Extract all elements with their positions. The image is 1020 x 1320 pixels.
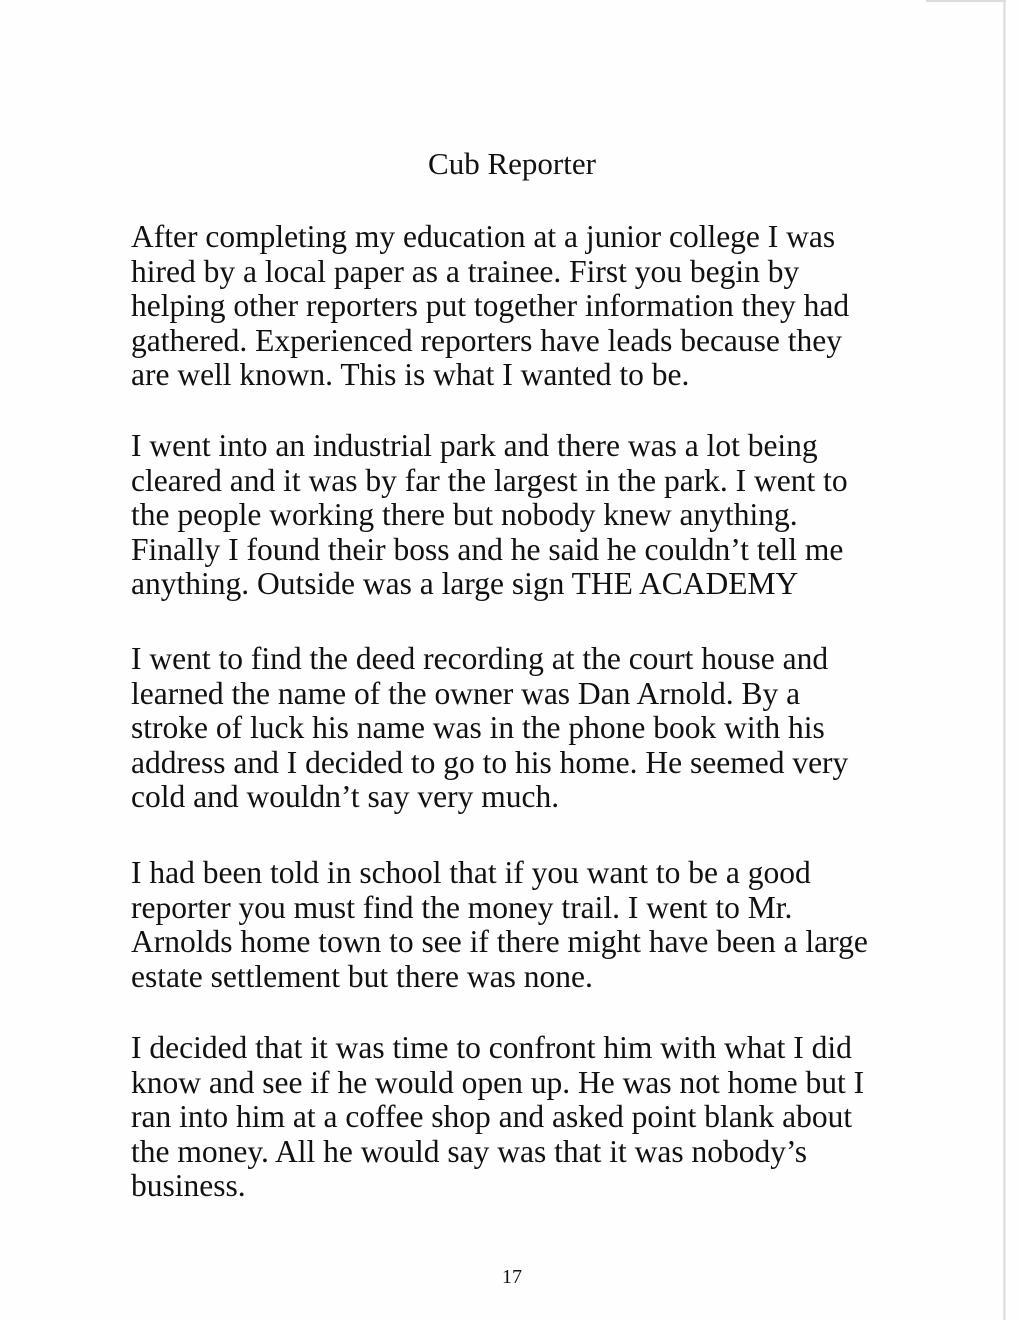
text-line: I went to find the deed recording at the court house and [131, 641, 829, 676]
text-line: reporter you must find the money trail. I went to Mr. [131, 889, 793, 925]
paragraph-3 [131, 642, 851, 815]
text-line: After completing my education at a junior college I was [131, 219, 836, 254]
text-line: I went into an industrial park and there was a lot being [131, 428, 818, 463]
text-line: Arnolds home town to see if there might have been a large [131, 924, 868, 960]
text-line: helping other reporters put together information they had [131, 288, 850, 324]
text-line: are well known. This is what I wanted to be. [131, 357, 690, 393]
text-line: I had been told in school that if you want to be a good [131, 855, 811, 890]
text-line: learned the name of the owner was Dan Arnold. By a [131, 675, 801, 711]
text-line: know and see if he would open up. He was not home but I [131, 1064, 865, 1100]
paragraph-5 [131, 1030, 865, 1204]
text-line: cold and wouldn’t say very much. [131, 779, 560, 815]
scan-edge [1003, 0, 1006, 1320]
text-line: cleared and it was by far the largest in the park. I went to [131, 462, 848, 498]
text-line: address and I decided to go to his home. He seemed very [131, 744, 849, 780]
page-number: 17 [502, 1266, 522, 1288]
paragraph-4 [131, 855, 868, 994]
text-line: I decided that it was time to confront him with what I did [131, 1030, 852, 1065]
text-line: ran into him at a coffee shop and asked point blank about [131, 1099, 853, 1135]
scan-edge-top [926, 0, 1006, 2]
text-line: the money. All he would say was that it was nobody’s [131, 1133, 808, 1169]
paragraph-2 [131, 429, 851, 602]
text-line: business. [131, 1168, 246, 1204]
text-line: stroke of luck his name was in the phone book with his [131, 710, 825, 746]
paragraph-1 [131, 220, 851, 393]
text-line: anything. Outside was a large sign THE ACADEMY [131, 566, 799, 602]
text-line: Finally I found their boss and he said he couldn’t tell me [131, 531, 844, 567]
text-line: gathered. Experienced reporters have leads because they [131, 322, 843, 358]
text-line: the people working there but nobody knew anything. [131, 497, 798, 533]
text-line: estate settlement but there was none. [131, 958, 593, 994]
page-title: Cub Reporter [428, 146, 596, 181]
text-line: hired by a local paper as a trainee. First you begin by [131, 253, 800, 289]
